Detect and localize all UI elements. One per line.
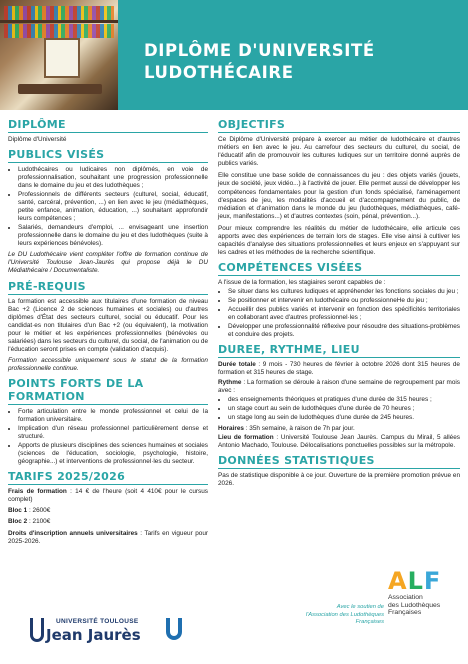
duree-value: : 9 mois - 730 heures de février à octobre 2026 dont 315 heures de formation et 315 heures de stage. [218,360,460,376]
duree-section [218,343,460,450]
window [44,38,80,78]
points-forts-heading: POINTS FORTS DE LA FORMATION [8,377,208,405]
university-name-line-1: UNIVERSITÉ TOULOUSE [56,618,139,625]
list-item: • un stage long au sein de ludothèques d'une durée de 245 heures. [228,414,460,422]
bloc2-label: Bloc 2 [8,518,28,526]
prerequis-text: La formation est accessible aux titulaires d'une formation de niveau Bac +2 (Licence 2 de sciences humaines et sociales) ou d'autres diplômes d'État des secteurs culturel, social ou éducatif. Pour les candidat·es non titulaires d'un Bac +2 (ou équivalent), la motivation pour le métier et les expériences professionnelles (bénévoles ou salariées) dans les secteurs du culturel, du social, de l'animation ou de l'éducation seront prises en compte (validation d'acquis). [8,297,208,354]
duree-totale [218,361,460,377]
frais-value: : 14 € de l'heure (soit 4 410€ pour le cursus complet) [8,488,209,504]
alf-logo [388,568,460,630]
university-u-icon [166,618,182,640]
alf-logo-letters: ALF [388,567,442,595]
university-mark-icon [30,618,44,642]
support-line-1: Avec le soutien de [336,604,384,610]
diplome-section [8,118,208,144]
rythme-list [218,396,460,421]
prerequis-section [8,280,208,374]
diplome-heading: DIPLÔME [8,118,208,133]
header-banner [0,0,468,110]
university-name-line-2: Jean Jaurès [46,626,141,644]
bloc1-label: Bloc 1 [8,507,28,515]
duree-rythme [218,379,460,395]
competences-list [218,288,460,338]
prerequis-note: Formation accessible uniquement sous le statut de la formation professionnelle continue. [8,357,208,373]
bloc1-value: : 2600€ [27,507,51,515]
left-column [8,114,208,549]
publics-heading: PUBLICS VISÉS [8,148,208,163]
competences-intro: A l'issue de la formation, les stagiaires seront capables de : [218,279,386,287]
droits-label: Droits d'inscription annuels universitaires [8,529,138,537]
duree-horaires [218,425,460,433]
list-item: • Forte articulation entre le monde professionnel et celui de la formation universitaire. [18,408,208,424]
support-note [298,604,384,627]
objectifs-section [218,118,460,257]
horaires-value: : 35h semaine, à raison de 7h par jour. [243,424,355,432]
list-item: • Se positionner et intervenir en ludothécaire ou professionneHe du jeu ; [228,297,460,305]
stats-text: Pas de statistique disponible à ce jour. Ouverture de la première promotion prévue en 2026. [218,471,460,487]
publics-list [8,166,208,248]
frais-label: Frais de formation [8,488,67,496]
ludotheque-photo [0,0,118,110]
tarifs-bloc1 [8,507,208,515]
list-item: • Implication d'un réseau professionnel particulièrement dense et structuré. [18,425,208,441]
tarifs-heading: TARIFS 2025/2026 [8,470,208,485]
list-item: • Accueillir des publics variés et intervenir en fonction des spécificités territoriales en collaborant avec d'autres professionnel·les ; [228,306,460,322]
lieu-label: Lieu de formation [218,433,274,441]
list-item: • Ludothécaires ou ludicaires non diplômés, en voie de professionnalisation, souhaitant une progression professionnelle dans le domaine du jeu et des ludothèques ; [18,166,208,190]
droits-value: : Tarifs en vigueur pour 2025-2026. [8,529,208,545]
alf-text-2: des Ludothèques [388,601,441,609]
points-forts-list [8,408,208,466]
title-line-2: LUDOTHÉCAIRE [144,63,294,82]
right-column [218,114,460,492]
diplome-text: Diplôme d'Université [8,136,67,143]
rythme-label: Rythme [218,378,242,386]
tarifs-bloc2 [8,518,208,526]
list-item: • Salariés, demandeurs d'emploi, ... envisageant une insertion professionnelle dans le domaine du jeu et des ludothèques (suite à leurs expériences bénévoles). [18,224,208,248]
points-forts-section [8,377,208,466]
list-item: • Apports de plusieurs disciplines des sciences humaines et sociales (sciences de l'éducation, sociologie, psychologie, histoire, géographie...) et interventions de professionnel·les du secteur. [18,442,208,466]
list-item: • Développer une professionnalité réflexive pour résoudre des situations-problèmes et conduire des projets. [228,323,460,339]
rythme-value: : La formation se déroule à raison d'une semaine de regroupement par mois avec : [218,378,460,395]
competences-section [218,261,460,338]
title-line-1: DIPLÔME D'UNIVERSITÉ [144,41,375,60]
objectifs-p3: Pour mieux comprendre les réalités du métier de ludothécaire, elle articule ces apports avec des expériences de terrain lors de stages. Elle vise ainsi à cultiver les capacités d'analyse des situations professionnelles et leurs enjeux en s'appuyant sur les cadres et les méthodes de la recherche scientifique. [218,224,460,257]
list-item: • Professionnels de différents secteurs (culturel, social, éducatif, santé, carcéral, prévention, ...) en lien avec le jeu (médiathèques, petite enfance, animation, éducation, ...) souhaitant approfondir leurs compétences ; [18,191,208,223]
bookshelf-books [4,6,114,20]
bookshelf [0,20,118,23]
tarifs-frais [8,488,208,504]
page-title [144,40,375,84]
tarifs-section [8,470,208,546]
table [18,84,102,94]
objectifs-heading: OBJECTIFS [218,118,460,133]
list-item: • des enseignements théoriques et pratiques d'une durée de 315 heures ; [228,396,460,404]
publics-note: Le DU Ludothécaire vient compléter l'offre de formation continue de l'Université Toulouse Jean-Jaurès qui propose déjà le DU Médiathécaire / Documentaliste. [8,251,208,275]
university-logo [26,612,176,656]
bookshelf-books [4,24,114,38]
alf-text-3: Françaises [388,609,422,617]
duree-label: Durée totale [218,360,256,368]
objectifs-p2: Elle constitue une base solide de connaissances du jeu : des objets variés (jouets, jeux de société, jeux vidéo...) à l'activité de jouer. Elle permet aussi de développer les compétences fondamentales pour la gestion d'un fonds spécialisé, l'aménagement d'espaces de jeu, les modalités d'accueil et d'accompagnement du public, de médiation et d'animation dans le monde du jeu (ludothèques, médiathèques, café-jeux, manifestations...) et d'autres contextes (soin, pénal, prévention...). [218,172,460,220]
horaires-label: Horaires [218,424,244,432]
alf-logo-text [388,594,460,617]
prerequis-heading: PRÉ-REQUIS [8,280,208,295]
objectifs-p1: Ce Diplôme d'Université prépare à exercer au métier de ludothécaire et d'autres métiers en lien avec le jeu. Au carrefour des secteurs du culturel, du social, de l'éducatif afin de promouvoir les cultures ludiques sur un territoire donné auprès de publics variés. [218,136,460,168]
support-line-2: l'Association des Ludothèques Françaises [305,611,384,625]
duree-lieu [218,434,460,450]
duree-heading: DUREE, RYTHME, LIEU [218,343,460,358]
list-item: • un stage court au sein de ludothèques d'une durée de 70 heures ; [228,405,460,413]
stats-heading: DONNÉES STATISTIQUES [218,454,460,469]
competences-heading: COMPÉTENCES VISÉES [218,261,460,276]
publics-section [8,148,208,275]
tarifs-droits [8,530,208,546]
bloc2-value: : 2100€ [27,518,51,526]
list-item: • Se situer dans les cultures ludiques et appréhender les fonctions sociales du jeu ; [228,288,460,296]
alf-text-1: Association [388,594,423,601]
stats-section [218,454,460,488]
lieu-value: : Université Toulouse Jean Jaurès. Campus du Mirail, 5 allées Antonio Machado, Toulouse. Délocalisations ponctuelles possibles sur la métropole. [218,433,460,449]
